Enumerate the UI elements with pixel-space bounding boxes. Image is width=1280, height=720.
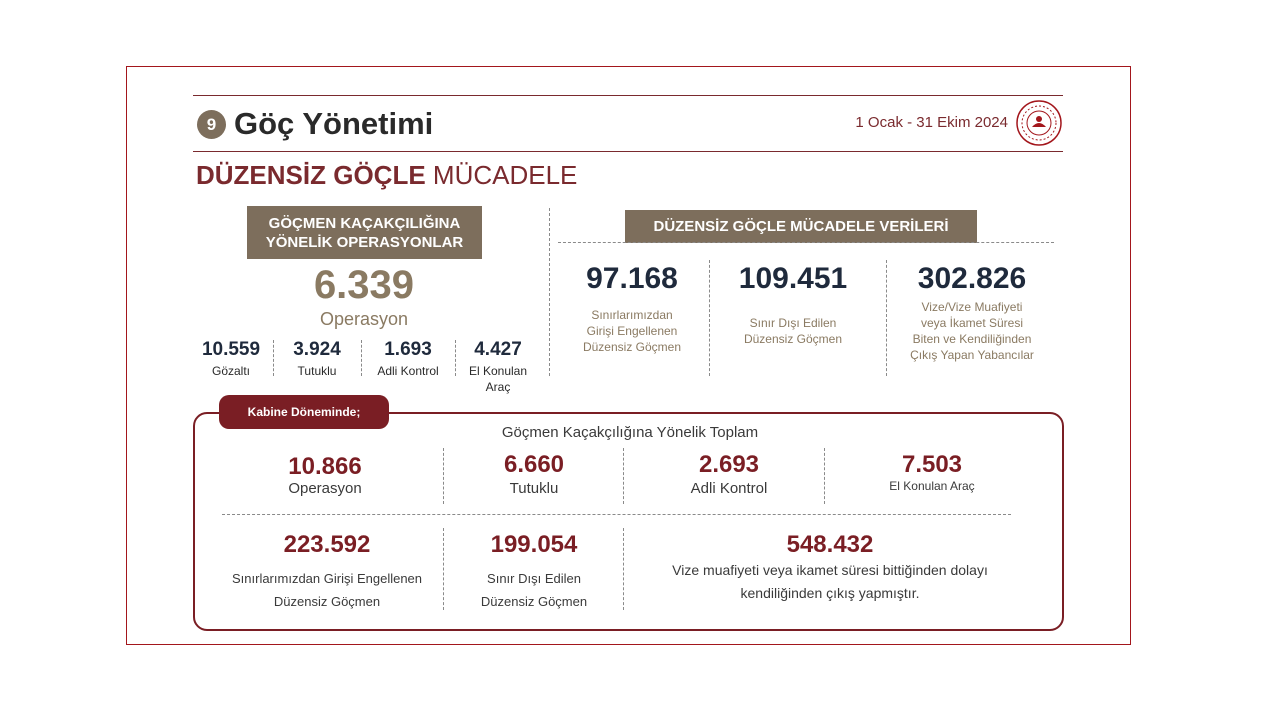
stat-divider (623, 448, 624, 504)
cabinet-judicial-value: 2.693 (698, 451, 760, 478)
irregular-divider (558, 242, 1054, 243)
stat-divider (443, 528, 444, 610)
irregular-deported-label (720, 315, 866, 347)
operations-label (247, 206, 482, 259)
cabinet-blocked-value: 223.592 (283, 531, 371, 558)
cabinet-heading: Göçmen Kaçakçılığına Yönelik Toplam (501, 424, 759, 441)
stat-arrested-value: 3.924 (293, 339, 341, 360)
label-line: Girişi Engellenen (586, 324, 678, 338)
irregular-blocked-label (565, 307, 699, 355)
cabinet-overstay-label (630, 559, 1030, 605)
stat-divider (273, 340, 274, 376)
cabinet-operations-value: 10.866 (288, 453, 362, 480)
cabinet-operations-label: Operasyon (288, 480, 362, 497)
ministry-seal-icon (1015, 99, 1063, 147)
operations-total-label: Operasyon (319, 309, 409, 329)
cabinet-deported-label (450, 567, 618, 613)
stat-detention-value: 10.559 (201, 339, 261, 360)
cabinet-blocked-label (212, 567, 442, 613)
stat-divider (886, 260, 887, 376)
label-line: Düzensiz Göçmen (480, 594, 588, 609)
stat-divider (361, 340, 362, 376)
cabinet-tag: Kabine Döneminde; (219, 395, 389, 429)
cabinet-arrested-label: Tutuklu (509, 480, 559, 497)
stat-detention-label: Gözaltı (211, 364, 250, 378)
label-line: Sınırlarımızdan (591, 308, 673, 322)
stat-judicial-label: Adli Kontrol (377, 364, 439, 378)
header-bottom-rule (193, 151, 1063, 152)
label-line: Düzensiz Göçmen (582, 340, 682, 354)
subtitle-bold: DÜZENSİZ GÖÇLE (196, 160, 426, 190)
stat-judicial-value: 1.693 (384, 339, 432, 360)
header-top-rule (193, 95, 1063, 96)
operations-total-value: 6.339 (313, 263, 415, 307)
cabinet-vehicle-label: El Konulan Araç (889, 479, 975, 493)
label-line: kendiliğinden çıkış yapmıştır. (740, 585, 920, 601)
column-divider (549, 208, 550, 376)
cabinet-judicial-label: Adli Kontrol (690, 480, 768, 497)
label-line: Sınır Dışı Edilen (749, 316, 837, 330)
section-number-badge: 9 (197, 110, 226, 139)
label-line: Çıkış Yapan Yabancılar (910, 348, 1034, 362)
irregular-label: DÜZENSİZ GÖÇLE MÜCADELE VERİLERİ (625, 210, 977, 243)
stat-vehicle-value: 4.427 (474, 339, 522, 360)
operations-label-line1: GÖÇMEN KAÇAKÇILIĞINA (268, 214, 461, 232)
subtitle-light: MÜCADELE (432, 160, 578, 190)
irregular-deported-value: 109.451 (738, 262, 848, 295)
irregular-overstay-label (892, 299, 1052, 363)
label-line: Sınır Dışı Edilen (487, 571, 581, 586)
cabinet-arrested-value: 6.660 (503, 451, 565, 478)
label-line: Düzensiz Göçmen (273, 594, 381, 609)
stat-vehicle-label: El Konulan Araç (468, 364, 528, 394)
page-title: Göç Yönetimi (234, 106, 434, 141)
irregular-blocked-value: 97.168 (586, 262, 678, 295)
stat-divider (443, 448, 444, 504)
label-line: Biten ve Kendiliğinden (912, 332, 1032, 346)
cabinet-deported-value: 199.054 (490, 531, 578, 558)
label-line: Sınırlarımızdan Girişi Engellenen (231, 571, 423, 586)
stat-divider (824, 448, 825, 504)
section-subtitle (196, 160, 577, 191)
cabinet-row-divider (222, 514, 1011, 515)
date-range: 1 Ocak - 31 Ekim 2024 (855, 114, 1008, 131)
operations-label-line2: YÖNELİK OPERASYONLAR (265, 233, 464, 251)
cabinet-vehicle-value: 7.503 (901, 451, 963, 478)
stat-divider (623, 528, 624, 610)
label-line: veya İkamet Süresi (920, 316, 1024, 330)
stat-divider (455, 340, 456, 376)
label-line: Vize/Vize Muafiyeti (921, 300, 1023, 314)
stat-arrested-label: Tutuklu (297, 364, 337, 378)
stat-divider (709, 260, 710, 376)
label-line: Vize muafiyeti veya ikamet süresi bittiğinden dolayı (672, 562, 988, 578)
cabinet-overstay-value: 548.432 (786, 531, 874, 558)
irregular-overstay-value: 302.826 (917, 262, 1027, 295)
label-line: Düzensiz Göçmen (743, 332, 843, 346)
